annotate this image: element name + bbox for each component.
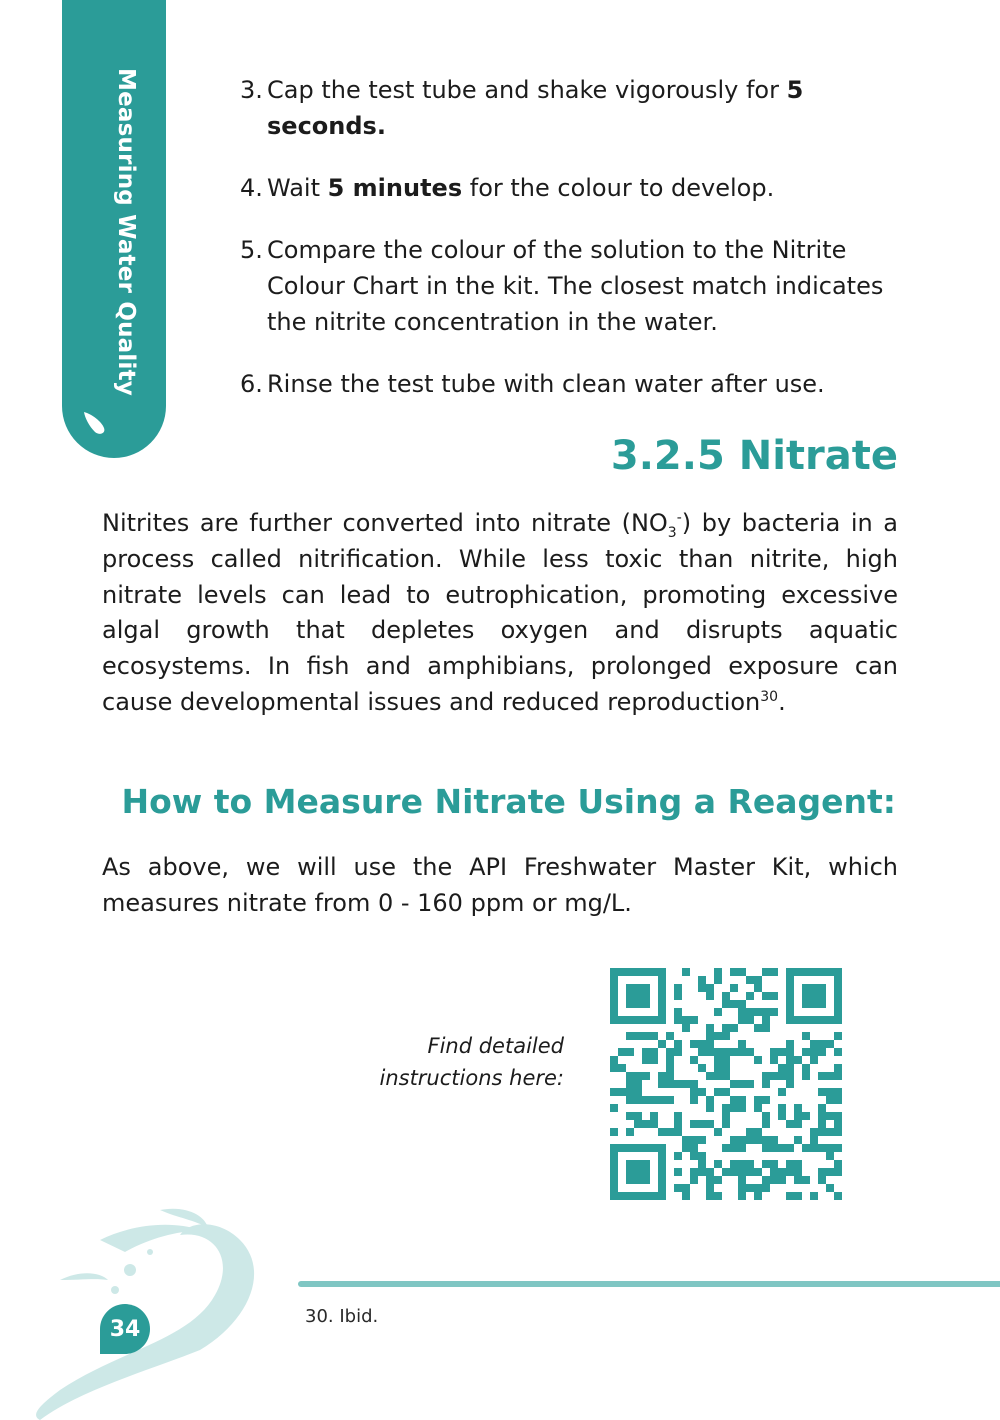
- list-item: [240, 72, 900, 144]
- reagent-paragraph: As above, we will use the API Freshwater Master Kit, which measures nitrate from 0 - 160 ppm or mg/L.: [102, 853, 898, 917]
- wave-splash-icon: [0, 1200, 300, 1420]
- qr-code[interactable]: [610, 968, 842, 1200]
- list-item: [240, 232, 900, 340]
- qr-caption: Find detailed instructions here:: [379, 1034, 564, 1090]
- step-text: Cap the test tube and shake vigorously for 5 seconds.: [267, 76, 804, 140]
- page-number: 34: [100, 1304, 150, 1354]
- footnote-ref: 30: [760, 688, 779, 705]
- step-text: Wait 5 minutes for the colour to develop.: [267, 174, 775, 202]
- step-text: Compare the colour of the solution to the Nitrite Colour Chart in the kit. The closest match indicates the nitrite concentration in the water.: [267, 236, 884, 336]
- step-number: 6.: [240, 370, 263, 398]
- step-number: 5.: [240, 236, 263, 264]
- water-drop-icon: [80, 408, 108, 436]
- step-number: 3.: [240, 76, 263, 104]
- side-tab-title: Measuring Water Quality: [113, 68, 139, 396]
- footnote: 30. Ibid.: [305, 1306, 379, 1327]
- list-item: [240, 170, 900, 206]
- footer-divider: [298, 1281, 1000, 1287]
- section-heading: 3.2.5 Nitrate: [610, 433, 898, 479]
- step-number: 4.: [240, 174, 263, 202]
- step-text: Rinse the test tube with clean water after use.: [267, 370, 825, 398]
- subsection-heading: How to Measure Nitrate Using a Reagent:: [121, 782, 896, 821]
- nitrate-paragraph: Nitrites are further converted into nitrate $(NO_3^-)$ by bacteria in a process called nitrification. While less toxic than nitrite, high nitrate levels can lead to eutrophication, promoting excessive algal growth that depletes oxygen and disrupts aquatic ecosystems. In fish and amphibians, prolonged exposure can cause developmental issues and reduced reproduction$^{30}$.: [102, 509, 898, 716]
- list-item: [240, 366, 900, 402]
- steps-list: [240, 72, 900, 428]
